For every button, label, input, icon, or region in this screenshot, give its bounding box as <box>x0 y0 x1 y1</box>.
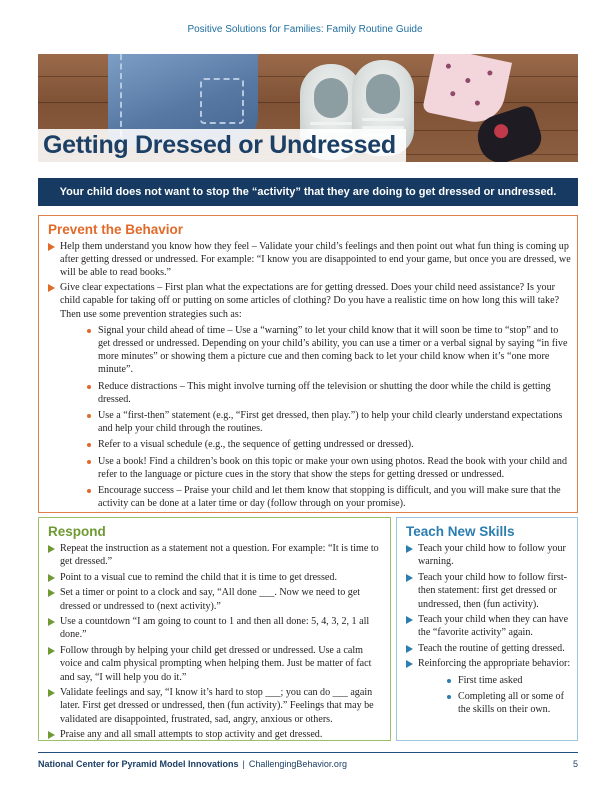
triangle-bullet-icon <box>48 284 55 292</box>
prevent-heading: Prevent the Behavior <box>48 222 184 237</box>
problem-statement-bar: Your child does not want to stop the “activity” that they are doing to get dressed or undressed. <box>38 178 578 206</box>
page-footer <box>38 756 578 772</box>
triangle-bullet-icon <box>48 243 55 251</box>
list-item: Teach your child when they can have the “favorite activity” again. <box>406 613 573 640</box>
triangle-bullet-icon <box>48 689 55 697</box>
dot-bullet-icon <box>447 679 451 683</box>
triangle-bullet-icon <box>48 589 55 597</box>
list-item: Help them understand you know how they feel – Validate your child’s feelings and then point out what fun thing is coming up after getting dressed or undressed. For example: “I know you are disappointed to end your game, but once you are dressed, we will be able to read books.” <box>48 240 571 280</box>
triangle-bullet-icon <box>406 545 413 553</box>
respond-section <box>38 517 391 741</box>
sub-list-item: Use a “first-then” statement (e.g., “First get dressed, then play.”) to help your child clearly understand expectations and help your child through the routines. <box>86 409 571 435</box>
list-item: Teach the routine of getting dressed. <box>406 642 573 655</box>
list-item: Point to a visual cue to remind the child that it is time to get dressed. <box>48 571 384 584</box>
sub-list-item: Signal your child ahead of time – Use a “warning” to let your child know that it will soon be time to “stop” and to get dressed or undressed. Depending on your child’s ability, you can use a timer or a verbal signal by saying “in five more minutes” or showing them a picture cue and then coming back to let your child know when it’s “one more minute”. <box>86 324 571 377</box>
page-number: 5 <box>572 759 578 769</box>
dot-bullet-icon <box>87 385 91 389</box>
footer-website-link[interactable]: ChallengingBehavior.org <box>248 759 347 769</box>
page-title: Getting Dressed or Undressed <box>38 129 406 162</box>
dot-bullet-icon <box>87 489 91 493</box>
triangle-bullet-icon <box>48 731 55 739</box>
triangle-bullet-icon <box>406 645 413 653</box>
dot-bullet-icon <box>87 414 91 418</box>
sub-list-item: First time asked <box>446 674 573 687</box>
triangle-bullet-icon <box>406 616 413 624</box>
dot-bullet-icon <box>447 695 451 699</box>
list-item: Set a timer or point to a clock and say, “All done ___. Now we need to get dressed or undressed to (next activity).” <box>48 586 384 613</box>
sub-list-item: Refer to a visual schedule (e.g., the sequence of getting undressed or dressed). <box>86 438 571 451</box>
list-item: Reinforcing the appropriate behavior: First time asked Completing all or some of the skills on their own. <box>406 657 573 716</box>
dot-bullet-icon <box>87 443 91 447</box>
triangle-bullet-icon <box>406 660 413 668</box>
sub-list-item: Use a book! Find a children’s book on this topic or make your own using photos. Read the book with your child and refer to the language or picture cues in the story that show the steps for getting dressed or undressed. <box>86 455 571 481</box>
triangle-bullet-icon <box>48 647 55 655</box>
triangle-bullet-icon <box>406 574 413 582</box>
dot-bullet-icon <box>87 460 91 464</box>
footer-organization: National Center for Pyramid Model Innovations <box>38 759 239 769</box>
teach-heading: Teach New Skills <box>406 524 515 539</box>
dot-bullet-icon <box>87 329 91 333</box>
respond-heading: Respond <box>48 524 106 539</box>
list-item: Praise any and all small attempts to stop activity and get dressed. <box>48 728 384 741</box>
footer-separator: | <box>242 759 245 769</box>
triangle-bullet-icon <box>48 618 55 626</box>
list-item: Give clear expectations – First plan what the expectations are for getting dressed. Does your child need assistance? Is your child capable for taking off or putting on some articles of clothing? Do you have a realistic time on how long this will take? Then use some prevention strategies such as: Signal your child ahead of time – Use a “warning” to let your child know that it will soon be time to “stop” and to get dressed or undressed. Depending on your child’s ability, you can use a timer or a verbal signal by saying “in five more minutes” or showing them a picture cue and then coming back to let your child know when it’s “one more minute”. Reduce distractions – This might involve turning off the television or shutting the door while the child is getting dressed. Use a “first-then” statement (e.g., “First get dressed, then play.”) to help your child clearly understand expectations and help your child through the routines. Refer to a visual schedule (e.g., the sequence of getting undressed or dressed). Use a book! Find a children’s book on this topic or make your own using photos. Read the book with your child and refer to the language or picture cues in the story that show the steps for getting dressed or undressed. Encourage success – Praise your child and let them know that stopping is difficult, and you will make sure that the activity can be done at a later time or day (follow through on your promise). <box>48 281 571 510</box>
prevent-behavior-section <box>38 215 578 513</box>
running-header: Positive Solutions for Families: Family Routine Guide <box>187 24 423 35</box>
list-item: Follow through by helping your child get dressed or undressed. Use a calm voice and calm physical prompting when helping them. Just be matter of fact and say, “I will help you do it.” <box>48 644 384 684</box>
triangle-bullet-icon <box>48 545 55 553</box>
sub-list-item: Reduce distractions – This might involve turning off the television or shutting the door while the child is getting dressed. <box>86 380 571 406</box>
list-item: Use a countdown “I am going to count to 1 and then all done: 5, 4, 3, 2, 1 all done.” <box>48 615 384 642</box>
list-item: Teach your child how to follow first-then statement: first get dressed or undressed, then (fun activity). <box>406 571 573 611</box>
list-item: Repeat the instruction as a statement not a question. For example: “It is time to get dressed.” <box>48 542 384 569</box>
sub-list-item: Encourage success – Praise your child and let them know that stopping is difficult, and you will make sure that the activity can be done at a later time or day (follow through on your promise). <box>86 484 571 510</box>
triangle-bullet-icon <box>48 574 55 582</box>
list-item: Validate feelings and say, “I know it’s hard to stop ___; you can do ___ again later. First get dressed or undressed, then (fun activity).” Feelings that may be validated are disappointed, frustrated, sad, angry, anxious or others. <box>48 686 384 726</box>
list-item: Teach your child how to follow your warning. <box>406 542 573 569</box>
footer-divider <box>38 752 578 753</box>
teach-new-skills-section <box>396 517 578 741</box>
sub-list-item: Completing all or some of the skills on their own. <box>446 690 573 716</box>
